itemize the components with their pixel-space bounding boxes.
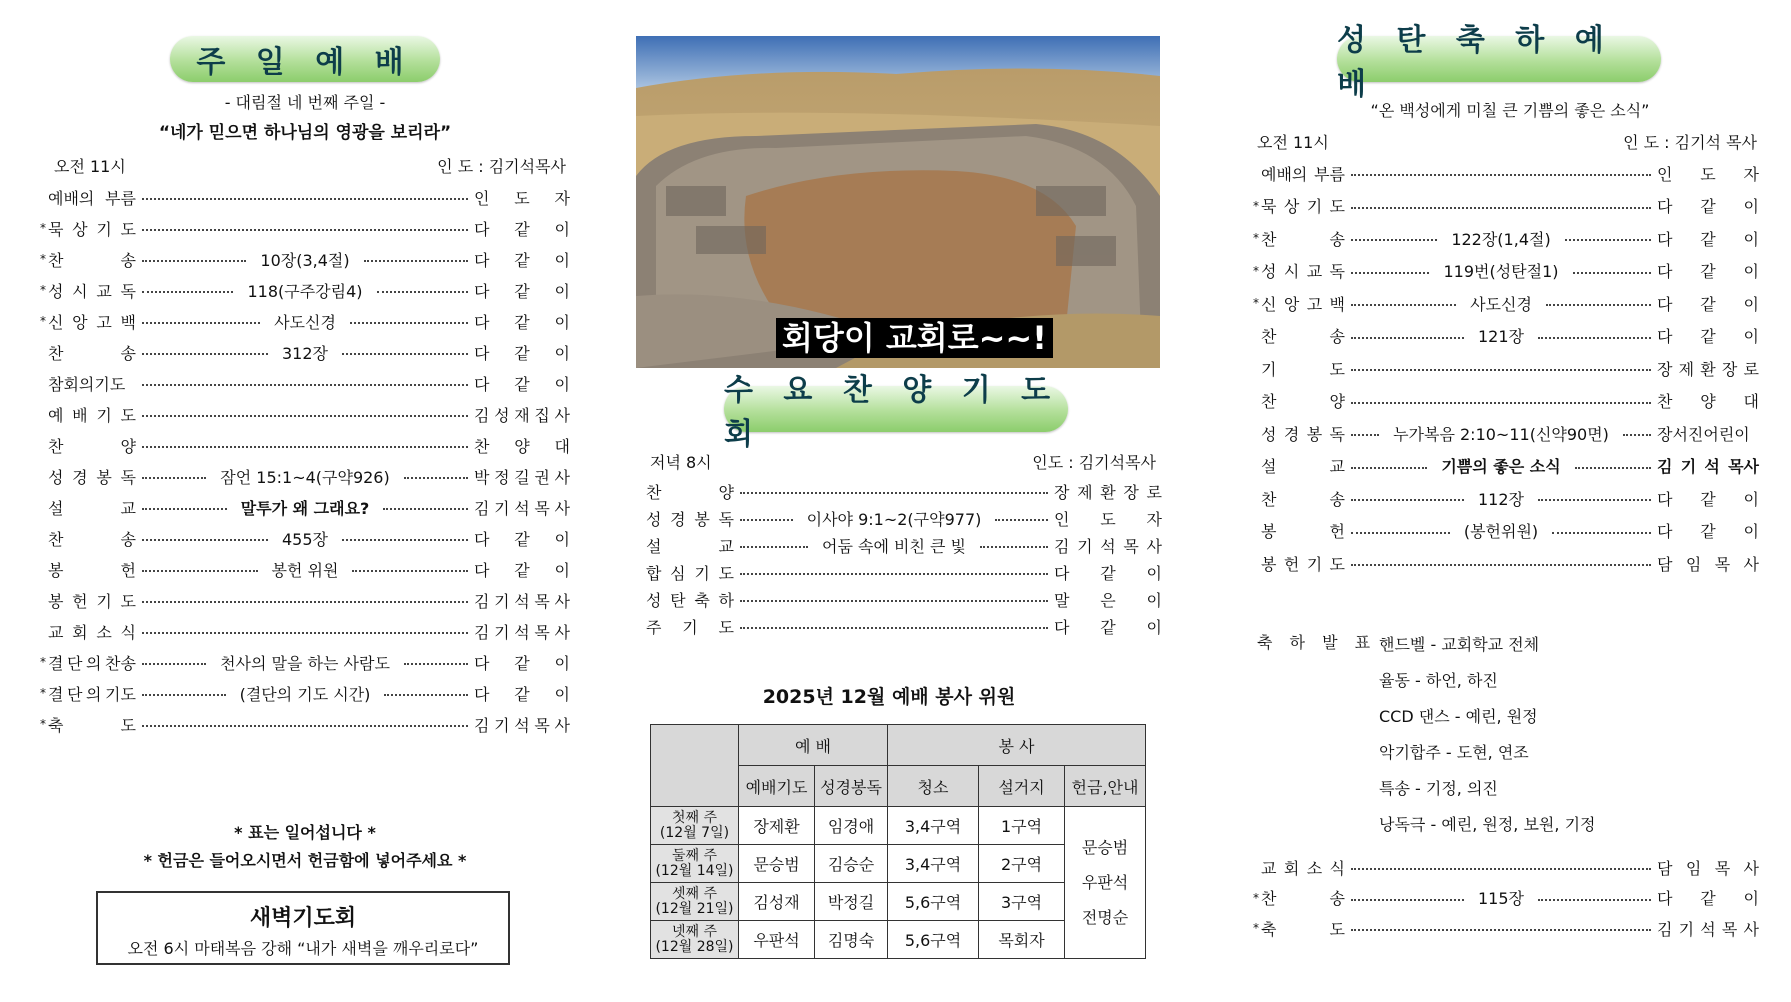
standing-marker: * [40, 221, 46, 235]
leader-dots [1351, 272, 1429, 274]
order-row [646, 561, 1162, 583]
celebration-label: 축 하 발 표 [1257, 633, 1377, 652]
order-person: 찬 양 대 [474, 436, 570, 456]
leader-dots [1351, 402, 1651, 404]
order-person: 다 같 이 [474, 312, 571, 332]
order-person: 다 같 이 [1657, 327, 1759, 346]
standing-note: * 표는 일어섭니다 * [234, 823, 376, 842]
sunday-service-title: 주 일 예 배 [170, 36, 440, 82]
dishes-cell: 1구역 [979, 807, 1065, 845]
order-person: 담 임 목 사 [1657, 858, 1759, 878]
order-label: 찬 양 [48, 436, 136, 456]
order-person: 김 기 석 목사 [1657, 457, 1759, 476]
order-label: 축 도 [1261, 919, 1345, 939]
reading-cell: 김명숙 [815, 921, 888, 959]
order-person: 다 같 이 [474, 281, 570, 301]
order-row [40, 434, 570, 456]
order-person: 말 은 이 [1054, 590, 1162, 610]
col-offering: 헌금,안내 [1065, 766, 1146, 807]
order-label: 기 도 [1261, 359, 1345, 379]
christmas-time: 오전 11시 [1257, 133, 1329, 152]
order-detail: 봉헌 위원 [271, 560, 339, 580]
leader-dots [142, 291, 233, 293]
order-label: 결 단 의 기도 [48, 684, 136, 704]
celebration-item: 특송 - 기정, 의진 [1379, 779, 1498, 798]
leader-dots [740, 492, 1048, 494]
order-person: 다 같 이 [1657, 889, 1759, 908]
leader-dots [995, 519, 1048, 521]
col-dishes: 설거지 [979, 766, 1065, 807]
leader-dots [350, 322, 468, 324]
order-row [1253, 552, 1759, 574]
order-label: 찬 송 [1261, 889, 1345, 908]
order-person: 다 같 이 [1657, 294, 1760, 314]
order-detail: (결단의 기도 시간) [239, 684, 371, 704]
order-row [1253, 856, 1759, 878]
order-row [646, 615, 1162, 637]
order-person: 김 성 재 집 사 [474, 405, 570, 425]
order-label: 찬 양 [1261, 392, 1345, 411]
order-label: 찬 송 [1261, 327, 1345, 346]
leader-dots [142, 663, 206, 665]
order-row [1253, 422, 1759, 444]
leader-dots [377, 291, 468, 293]
order-row [1253, 917, 1759, 939]
dawn-prayer-box [96, 891, 510, 965]
dawn-prayer-title: 새벽기도회 [249, 906, 357, 931]
week-cell: 셋째 주 (12월 21일) [651, 883, 739, 921]
leader-dots [740, 627, 1048, 629]
leader-dots [142, 353, 268, 355]
cleaning-cell: 5,6구역 [888, 921, 979, 959]
standing-marker: * [1253, 198, 1259, 213]
order-person: 박 정 길 권 사 [474, 467, 570, 487]
order-detail: 112장 [1478, 489, 1524, 509]
worship-header: 예 배 [739, 725, 888, 766]
order-person: 장 제 환 장 로 [1657, 359, 1759, 379]
leader-dots [1351, 929, 1651, 931]
sunday-subtitle: - 대림절 네 번째 주일 - [224, 93, 386, 112]
order-row [646, 507, 1162, 529]
standing-marker: * [40, 314, 46, 328]
christmas-theme: “온 백성에게 미칠 큰 기쁨의 좋은 소식” [1370, 101, 1650, 120]
celebration-item: 율동 - 하언, 하진 [1379, 671, 1498, 690]
week-cell: 넷째 주 (12월 28일) [651, 921, 739, 959]
dishes-cell: 목회자 [979, 921, 1065, 959]
order-detail: 115장 [1478, 889, 1524, 908]
leader-dots [383, 508, 468, 510]
order-detail: (봉헌위원) [1463, 522, 1539, 541]
leader-dots [1351, 369, 1651, 371]
leader-dots [1538, 337, 1651, 339]
sunday-time: 오전 11시 [54, 157, 126, 176]
order-label: 찬 송 [48, 343, 136, 363]
order-row [1253, 195, 1759, 217]
sunday-theme: “네가 믿으면 하나님의 영광을 보리라” [158, 123, 452, 143]
order-label: 찬 송 [48, 250, 136, 270]
order-row [1253, 260, 1759, 282]
leader-dots [1351, 239, 1437, 241]
standing-marker: * [1253, 890, 1259, 905]
order-person: 다 같 이 [1657, 262, 1759, 281]
order-row [40, 248, 570, 270]
order-detail: 118(구주강림4) [247, 281, 363, 301]
order-row [1253, 455, 1759, 477]
order-person: 다 같 이 [474, 684, 571, 704]
cleaning-cell: 5,6구역 [888, 883, 979, 921]
leader-dots [1351, 207, 1651, 209]
order-detail: 122장(1,4절) [1451, 229, 1551, 249]
leader-dots [1351, 434, 1379, 436]
reading-cell: 임경애 [815, 807, 888, 845]
order-label: 봉 헌 기 도 [48, 591, 136, 611]
order-row [40, 713, 570, 735]
order-label: 찬 송 [1261, 489, 1345, 509]
col-cleaning: 청소 [888, 766, 979, 807]
order-person: 다 같 이 [474, 219, 570, 239]
reading-cell: 김승순 [815, 845, 888, 883]
order-detail: 455장 [282, 529, 328, 549]
leader-dots [740, 546, 808, 548]
order-person: 장서진어린이 [1657, 424, 1750, 444]
order-detail: 말투가 왜 그래요? [240, 498, 370, 518]
leader-dots [740, 573, 1048, 575]
order-label: 성 탄 축 하 [646, 590, 734, 610]
order-row [40, 682, 570, 704]
order-row [1253, 162, 1759, 184]
wednesday-leader: 인도 : 김기석목사 [1032, 453, 1156, 472]
leader-dots [142, 198, 468, 200]
standing-marker: * [40, 252, 46, 266]
leader-dots [142, 570, 258, 572]
table-corner [651, 725, 739, 807]
order-person: 다 같 이 [474, 343, 570, 363]
order-label: 설 교 [646, 536, 734, 556]
leader-dots [142, 601, 468, 603]
order-label: 교 회 소 식 [1261, 858, 1345, 878]
order-detail: 사도신경 [274, 312, 336, 332]
leader-dots [142, 229, 468, 231]
leader-dots [342, 539, 468, 541]
order-row [40, 403, 570, 425]
prayer-cell: 문승범 [739, 845, 815, 883]
prayer-cell: 장제환 [739, 807, 815, 845]
order-label: 예배의 부름 [48, 188, 136, 208]
leader-dots [1351, 467, 1427, 469]
order-label: 찬 양 [646, 482, 734, 502]
order-person: 다 같 이 [1054, 563, 1162, 583]
order-person: 인 도 자 [1054, 509, 1163, 529]
col-reading: 성경봉독 [815, 766, 888, 807]
order-detail: 312장 [282, 343, 328, 363]
order-detail: 천사의 말을 하는 사람도 [220, 653, 390, 673]
leader-dots [142, 384, 468, 386]
leader-dots [352, 570, 468, 572]
order-row [1253, 487, 1759, 509]
leader-dots [1351, 304, 1456, 306]
leader-dots [142, 446, 468, 448]
leader-dots [142, 260, 246, 262]
table-row [651, 807, 1146, 845]
leader-dots [142, 632, 468, 634]
leader-dots [142, 322, 260, 324]
order-person: 김 기 석 목 사 [474, 622, 570, 642]
week-cell: 첫째 주 (12월 7일) [651, 807, 739, 845]
leader-dots [1546, 304, 1651, 306]
wednesday-title: 수 요 찬 양 기 도 회 [724, 386, 1068, 432]
order-row [40, 496, 570, 518]
order-person: 김 기 석 목 사 [474, 715, 570, 735]
order-label: 봉 헌 [48, 560, 136, 580]
leader-dots [1565, 239, 1651, 241]
week-cell: 둘째 주 (12월 14일) [651, 845, 739, 883]
leader-dots [1573, 272, 1651, 274]
leader-dots [740, 600, 1048, 602]
leader-dots [142, 508, 227, 510]
order-row [40, 651, 570, 673]
order-row [40, 186, 570, 208]
leader-dots [1575, 467, 1651, 469]
order-person: 김 기 석 목 사 [474, 591, 570, 611]
leader-dots [1552, 532, 1651, 534]
order-label: 성 시 교 독 [48, 281, 136, 301]
leader-dots [740, 519, 793, 521]
order-label: 봉 헌 기 도 [1261, 554, 1345, 574]
order-person: 다 같 이 [1657, 197, 1759, 216]
service-table-title: 2025년 12월 예배 봉사 위원 [762, 686, 1016, 708]
dawn-prayer-subtitle: 오전 6시 마태복음 강해 “내가 새벽을 깨우리로다” [127, 939, 479, 958]
order-detail: 10장(3,4절) [260, 250, 350, 270]
order-detail: 잠언 15:1~4(구약926) [220, 467, 390, 487]
cleaning-cell: 3,4구역 [888, 845, 979, 883]
dishes-cell: 2구역 [979, 845, 1065, 883]
order-label: 참회의기도 [48, 374, 126, 394]
celebration-item: CCD 댄스 - 예린, 원정 [1379, 707, 1538, 726]
leader-dots [1351, 868, 1651, 870]
ushers-cell: 문승범 우판석 전명순 [1065, 807, 1146, 959]
cleaning-cell: 3,4구역 [888, 807, 979, 845]
order-person: 다 같 이 [1657, 522, 1759, 541]
order-row [40, 620, 570, 642]
standing-marker: * [40, 717, 46, 731]
christmas-service-title: 성 탄 축 하 예 배 [1337, 36, 1661, 82]
order-label: 성 경 봉 독 [1261, 424, 1345, 444]
order-row [1253, 325, 1759, 347]
sunday-leader: 인 도 : 김기석목사 [437, 157, 566, 176]
order-label: 예 배 기 도 [48, 405, 136, 425]
order-row [40, 310, 570, 332]
order-detail: 사도신경 [1470, 294, 1532, 314]
order-label: 결 단 의 찬송 [48, 653, 136, 673]
standing-marker: * [1253, 921, 1259, 935]
standing-marker: * [1253, 296, 1259, 310]
leader-dots [384, 694, 468, 696]
order-label: 설 교 [1261, 457, 1345, 476]
leader-dots [142, 477, 206, 479]
photo-caption: 회당이 교회로~~! [776, 318, 1053, 358]
order-row [40, 589, 570, 611]
order-person: 다 같 이 [1657, 489, 1759, 509]
order-detail: 이사야 9:1~2(구약977) [806, 509, 982, 529]
order-person: 인 도 자 [474, 188, 570, 208]
order-person: 다 같 이 [1657, 229, 1760, 249]
leader-dots [142, 539, 268, 541]
order-label: 찬 송 [1261, 229, 1345, 249]
order-label: 축 도 [48, 715, 136, 735]
order-label: 묵 상 기 도 [48, 219, 136, 239]
order-row [1253, 357, 1759, 379]
order-person: 찬 양 대 [1657, 392, 1759, 411]
col-prayer: 예배기도 [739, 766, 815, 807]
order-label: 예배의 부름 [1261, 164, 1345, 184]
leader-dots [1351, 532, 1450, 534]
leader-dots [364, 260, 468, 262]
standing-marker: * [1253, 263, 1259, 278]
order-person: 김 기 석 목 사 [1657, 919, 1759, 939]
leader-dots [1351, 174, 1651, 176]
order-person: 장 제 환 장 로 [1054, 482, 1162, 502]
order-row [40, 341, 570, 363]
leader-dots [404, 477, 468, 479]
order-detail: 119번(성탄절1) [1443, 262, 1559, 281]
order-row [646, 534, 1162, 556]
order-row [1253, 292, 1759, 314]
order-label: 합 심 기 도 [646, 563, 734, 583]
order-person: 다 같 이 [474, 374, 570, 394]
order-person: 다 같 이 [474, 653, 571, 673]
order-row [1253, 390, 1759, 412]
leader-dots [1351, 337, 1464, 339]
prayer-cell: 우판석 [739, 921, 815, 959]
order-label: 교 회 소 식 [48, 622, 136, 642]
service-header: 봉 사 [888, 725, 1146, 766]
order-person: 인 도 자 [1657, 164, 1759, 184]
order-row [40, 217, 570, 239]
order-row [1253, 887, 1759, 909]
order-row [40, 279, 570, 301]
christmas-leader: 인 도 : 김기석 목사 [1623, 133, 1757, 152]
order-person: 다 같 이 [474, 250, 571, 270]
order-row [40, 372, 570, 394]
order-person: 담 임 목 사 [1657, 554, 1759, 574]
order-person: 다 같 이 [474, 529, 570, 549]
order-row [1253, 520, 1759, 542]
order-row [40, 465, 570, 487]
leader-dots [142, 694, 226, 696]
order-row [40, 558, 570, 580]
order-detail: 기쁨의 좋은 소식 [1441, 457, 1561, 476]
leader-dots [1351, 899, 1464, 901]
leader-dots [142, 415, 468, 417]
leader-dots [142, 725, 468, 727]
celebration-item: 핸드벨 - 교회학교 전체 [1379, 635, 1540, 654]
order-person: 다 같 이 [1054, 617, 1162, 637]
leader-dots [342, 353, 468, 355]
leader-dots [1623, 434, 1651, 436]
order-row [1253, 227, 1759, 249]
order-label: 묵 상 기 도 [1261, 197, 1345, 216]
prayer-cell: 김성재 [739, 883, 815, 921]
order-label: 신 앙 고 백 [48, 312, 136, 332]
leader-dots [1538, 899, 1651, 901]
order-person: 김 기 석 목 사 [1054, 536, 1162, 556]
order-label: 성 경 봉 독 [646, 509, 734, 529]
order-label: 주 기 도 [646, 617, 734, 637]
order-label: 설 교 [48, 498, 136, 518]
order-label: 성 경 봉 독 [48, 467, 136, 487]
order-row [646, 588, 1162, 610]
order-label: 신 앙 고 백 [1261, 294, 1345, 314]
standing-marker: * [40, 686, 46, 700]
wednesday-time: 저녁 8시 [650, 453, 712, 472]
reading-cell: 박정길 [815, 883, 888, 921]
order-label: 봉 헌 [1261, 522, 1345, 541]
order-label: 찬 송 [48, 529, 136, 549]
leader-dots [1351, 564, 1651, 566]
standing-marker: * [40, 283, 46, 297]
celebration-item: 낭독극 - 예린, 원정, 보원, 기정 [1379, 815, 1596, 834]
service-committee-table [650, 724, 1146, 959]
order-detail: 121장 [1478, 327, 1524, 346]
celebration-item: 악기합주 - 도현, 연조 [1379, 743, 1529, 762]
order-detail: 누가복음 2:10~11(신약90면) [1393, 424, 1609, 444]
leader-dots [1351, 499, 1464, 501]
order-detail: 어둠 속에 비친 큰 빛 [822, 536, 966, 556]
leader-dots [980, 546, 1048, 548]
order-row [40, 527, 570, 549]
order-person: 다 같 이 [474, 560, 571, 580]
leader-dots [1538, 499, 1651, 501]
leader-dots [404, 663, 468, 665]
standing-marker: * [40, 655, 46, 669]
offering-note: * 헌금은 들어오시면서 헌금함에 넣어주세요 * [143, 851, 467, 870]
order-person: 김 기 석 목 사 [474, 498, 570, 518]
dishes-cell: 3구역 [979, 883, 1065, 921]
order-row [646, 480, 1162, 502]
order-label: 성 시 교 독 [1261, 262, 1345, 281]
standing-marker: * [1253, 231, 1259, 245]
